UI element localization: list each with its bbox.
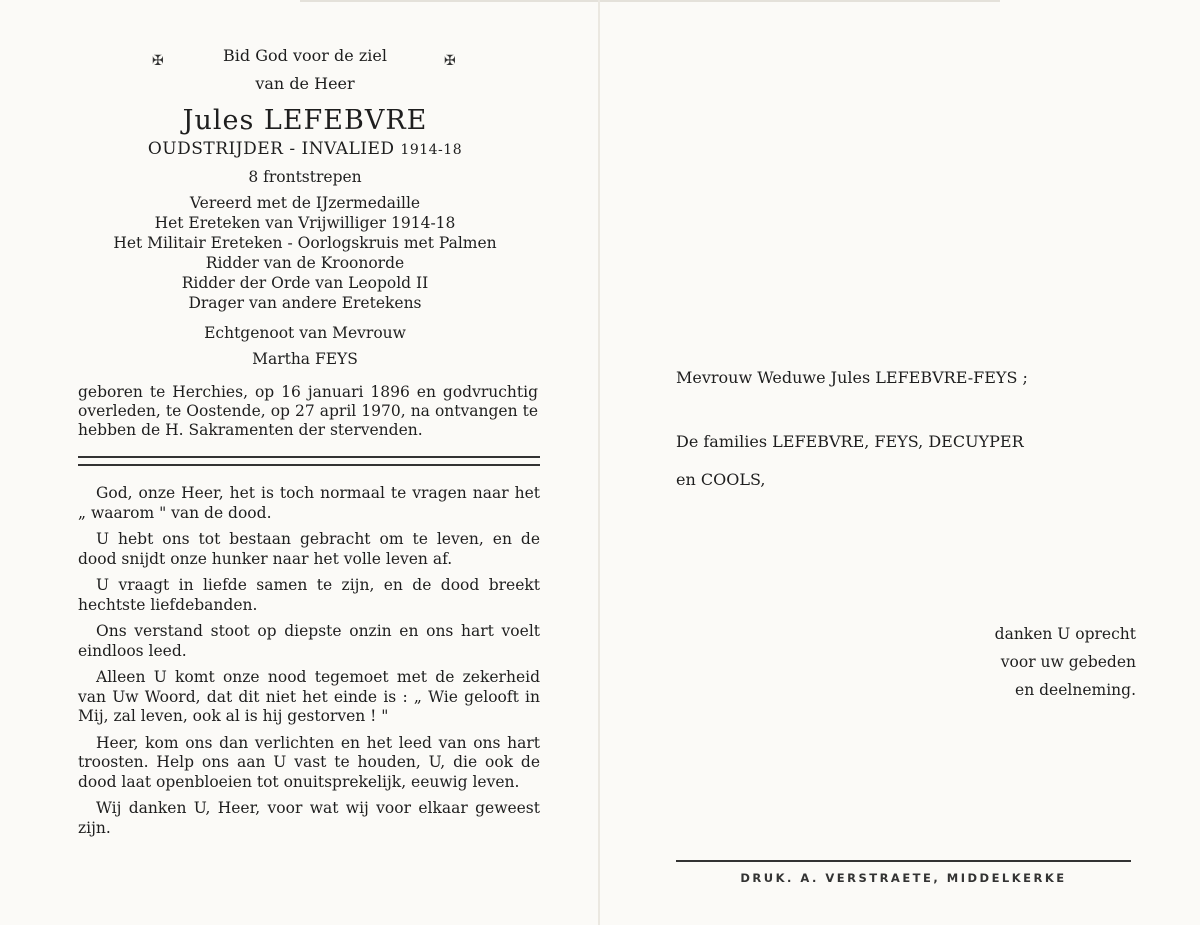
double-rule-divider [78, 456, 540, 466]
honour-item: Het Militair Ereteken - Oorlogskruis met Palmen [113, 234, 497, 252]
prayer-paragraph: U vraagt in liefde samen te zijn, en de dood breekt hechtste liefdebanden. [78, 576, 540, 614]
card-fold [598, 0, 600, 925]
prayer-paragraph: Wij danken U, Heer, voor wat wij voor elkaar geweest zijn. [78, 799, 540, 837]
prayer-paragraph: God, onze Heer, het is toch normaal te vragen naar het „ waarom " van de dood. [78, 484, 540, 522]
cross-left-icon: ✠ [152, 53, 164, 69]
prayer-paragraph: Ons verstand stoot op diepste onzin en ons hart voelt eindloos leed. [78, 622, 540, 660]
prayer-paragraph: Alleen U komt onze nood tegemoet met de zekerheid van Uw Woord, dat dit niet het einde is : „ Wie gelooft in Mij, zal leven, ook al is hij gestorven ! " [78, 668, 540, 725]
honour-item: Het Ereteken van Vrijwilliger 1914-18 [154, 214, 456, 232]
families-line-2: en COOLS, [676, 470, 766, 489]
prayer-paragraph: U hebt ons tot bestaan gebracht om te leven, en de dood snijdt onze hunker naar het volle leven af. [78, 530, 540, 568]
deceased-name: Jules LEFEBVRE [182, 105, 428, 136]
thanks-line: voor uw gebeden [1000, 653, 1136, 671]
widow-line: Mevrouw Weduwe Jules LEFEBVRE-FEYS ; [676, 368, 1028, 387]
printer-imprint: DRUK. A. VERSTRAETE, MIDDELKERKE [740, 871, 1067, 885]
honours-list [60, 193, 550, 313]
prayer-text [78, 484, 540, 838]
honour-item: Vereerd met de IJzermedaille [189, 194, 421, 212]
printer-rule [676, 860, 1131, 862]
scan-edge-line [300, 0, 1000, 2]
thanks-line: danken U oprecht [994, 625, 1136, 643]
prayer-paragraph: Heer, kom ons dan verlichten en het leed van ons hart troosten. Help ons aan U vast te houden, U, die ook de dood laat openbloeien tot onuitsprekelijk, eeuwig leven. [78, 733, 540, 791]
honour-item: Drager van andere Eretekens [188, 294, 422, 312]
honour-item: Ridder der Orde van Leopold II [181, 274, 429, 292]
rank-title: OUDSTRIJDER - INVALIED [147, 139, 395, 159]
spouse-name: Martha FEYS [252, 350, 358, 368]
birth-death-text: geboren te Herchies, op 16 januari 1896 en godvruchtig overleden, te Oostende, op 27 april 1970, na ontvangen te hebben de H. Sakramenten der stervenden. [78, 383, 538, 439]
thanks-block [946, 620, 1136, 704]
header-line-2: van de Heer [255, 74, 355, 93]
honour-item: Ridder van de Kroonorde [205, 254, 405, 272]
thanks-line: en deelneming. [1015, 681, 1136, 699]
cross-right-icon: ✠ [444, 53, 456, 69]
prayer-request-header [60, 40, 550, 96]
rank-year: 1914-18 [400, 142, 463, 158]
left-panel [60, 40, 550, 845]
spouse-label: Echtgenoot van Mevrouw [204, 324, 406, 342]
families-line: De families LEFEBVRE, FEYS, DECUYPER [676, 432, 1024, 451]
rank-line [60, 138, 550, 161]
frontstrepen: 8 frontstrepen [248, 168, 362, 186]
header-line-1: Bid God voor de ziel [223, 46, 387, 65]
